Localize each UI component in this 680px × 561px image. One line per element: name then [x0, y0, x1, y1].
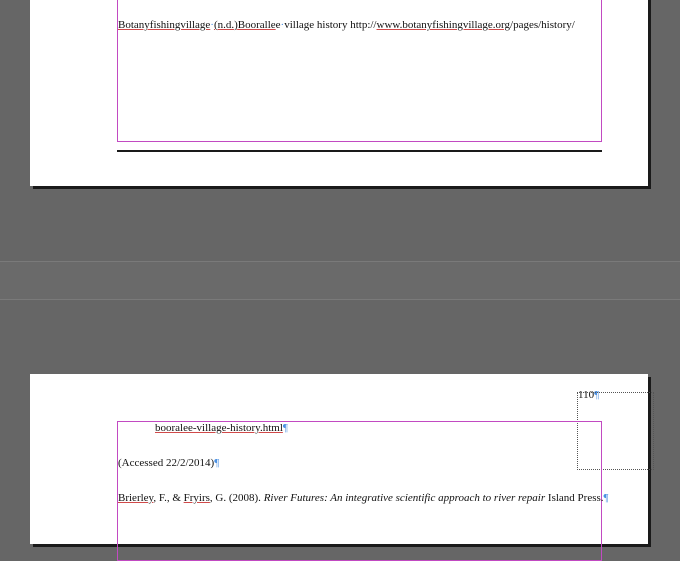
reference-line-brierley [118, 491, 609, 505]
rest-text: village history http:// [284, 19, 377, 31]
footnote-rule [117, 150, 602, 152]
author-text: Brierley [118, 492, 154, 504]
accessed-line [118, 456, 219, 470]
author-text: Fryirs [183, 492, 210, 504]
date-text: (n.d.) [213, 19, 238, 31]
accessed-text: (Accessed 22/2/2014) [118, 457, 215, 469]
url-path-text: /pages/history/ [510, 19, 575, 31]
url-text: booralee-village-history.html [155, 422, 283, 434]
url-domain-text: www.botanyfishingvillage.org [376, 19, 511, 31]
pasteboard-band [0, 261, 680, 300]
document-page-1 [30, 0, 648, 186]
document-page-2 [30, 374, 648, 544]
separator-text: , F., & [153, 492, 184, 504]
page-number: 110¶ [578, 389, 600, 401]
separator-text: , G. (2008). [209, 492, 264, 504]
pilcrow-mark: ¶ [603, 492, 609, 504]
author-text: Botanyfishingvillage [118, 19, 211, 31]
reference-line-botany: Botanyfishingvillage·(n.d.)Boorallee·village history http://www.botanyfishingvillage.org/pages/history/ [118, 19, 575, 31]
publisher-text: Island Press. [545, 492, 604, 504]
pilcrow-mark: ¶ [282, 422, 288, 434]
title-text: Booralle [237, 19, 276, 31]
book-title: River Futures: An integrative scientific approach to river repair [263, 492, 546, 504]
url-continuation-line [155, 421, 288, 435]
pilcrow-mark: ¶ [214, 457, 220, 469]
title-text-end: e [275, 19, 281, 31]
